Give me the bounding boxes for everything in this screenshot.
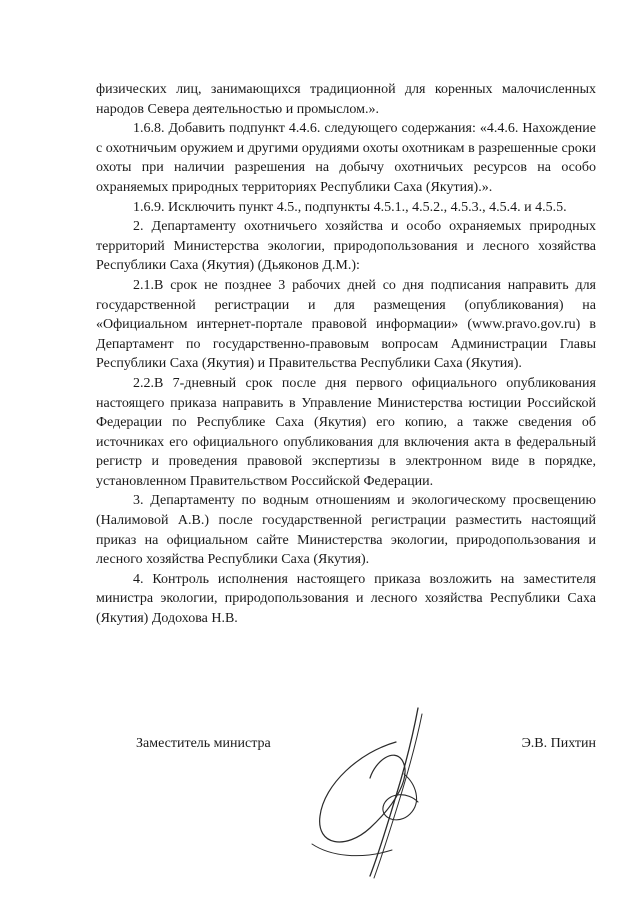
paragraph-2: 2. Департаменту охотничьего хозяйства и особо охраняемых природных территорий Министерства экологии, природопользования и лесного хозяйства Республики Саха (Якутия) (Дьяконов Д.М.): [96, 219, 596, 274]
paragraph-2-1: 2.1.В срок не позднее 3 рабочих дней со дня подписания направить для государственной регистрации и для размещения (опубликования) на «Официальном интернет-портале правовой информации» (www.pravo.gov.ru) в Департамент по государственно-правовым вопросам Администрации Главы Республики Саха (Якутия) и Правительства Республики Саха (Якутия). [96, 277, 596, 372]
signer-position-title: Заместитель министра [136, 736, 271, 751]
document-body [96, 80, 596, 629]
paragraph-1-6-9: 1.6.9. Исключить пункт 4.5., подпункты 4.5.1., 4.5.2., 4.5.3., 4.5.4. и 4.5.5. [133, 199, 567, 215]
handwritten-signature [300, 700, 440, 890]
paragraph-1-6-8: 1.6.8. Добавить подпункт 4.4.6. следующего содержания: «4.4.6. Нахождение с охотничьим оружием и другими орудиями охоты охотникам в разрешенные сроки охоты при наличии разрешения на добычу охотничьих ресурсов на особо охраняемых природных территориях Республики Саха (Якутия).». [96, 121, 596, 195]
paragraph-2-2: 2.2.В 7-дневный срок после дня первого официального опубликования настоящего приказа направить в Управление Министерства юстиции Российской Федерации по Республике Саха (Якутия) его копию, а также сведения об источниках его официального опубликования для включения акта в федеральный регистр и проведения правовой экспертизы в электронном виде в порядке, установленном Правительством Российской Федерации. [96, 375, 596, 489]
paragraph-4: 4. Контроль исполнения настоящего приказа возложить на заместителя министра экологии, природопользования и лесного хозяйства Республики Саха (Якутия) Додохова Н.В. [96, 571, 596, 627]
signer-name: Э.В. Пихтин [521, 736, 596, 751]
paragraph-continuation: физических лиц, занимающихся традиционной для коренных малочисленных народов Севера деятельностью и промыслом.». [96, 82, 596, 117]
paragraph-3: 3. Департаменту по водным отношениям и экологическому просвещению (Налимовой А.В.) после государственной регистрации разместить настоящий приказ на официальном сайте Министерства экологии, природопользования и лесного хозяйства Республики Саха (Якутия). [96, 493, 596, 568]
